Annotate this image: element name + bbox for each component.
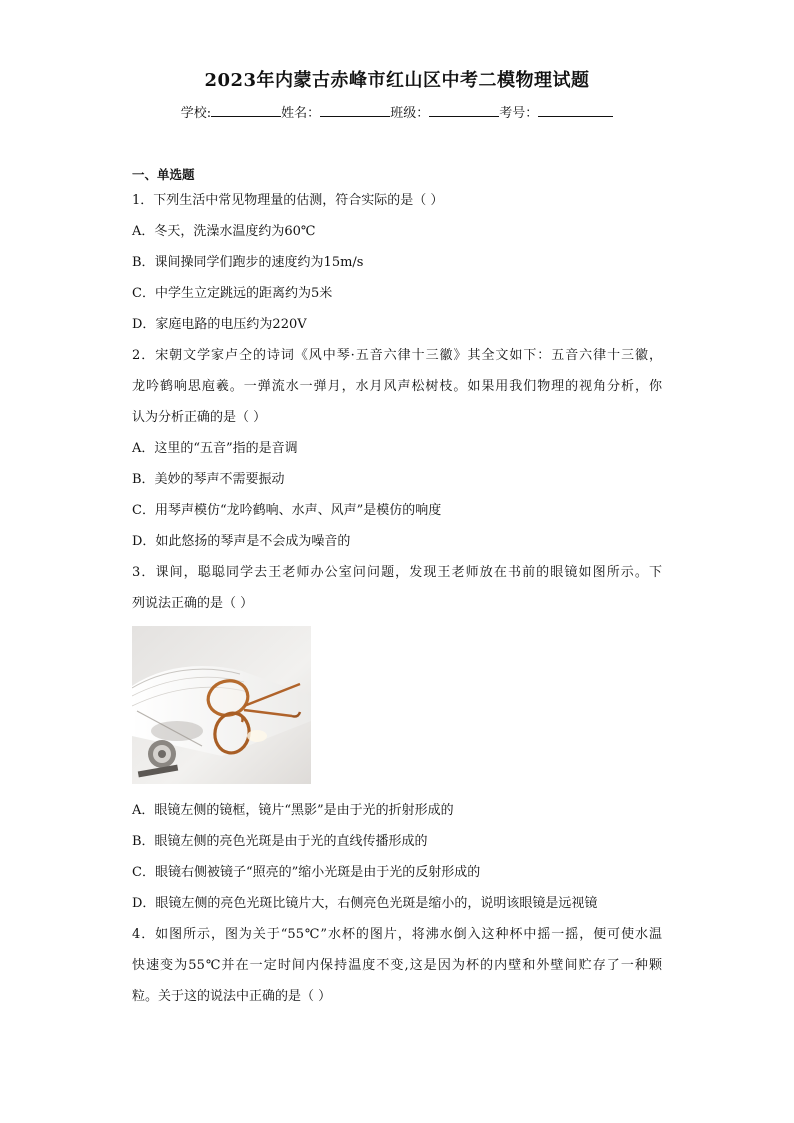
question-2-stem-line-3: 认为分析正确的是（ ）	[132, 410, 267, 425]
question-2-option-a: A．这里的“五音”指的是音调	[132, 441, 298, 456]
question-content	[132, 164, 662, 1017]
student-info-row	[0, 102, 794, 121]
exam-number-blank	[538, 104, 613, 117]
class-label: 班级：	[390, 106, 430, 121]
name-label: 姓名：	[281, 106, 321, 121]
section-heading: 一、单选题	[132, 167, 195, 182]
question-2-stem-line-1: 2．宋朝文学家卢仝的诗词《风中琴·五音六律十三徽》其全文如下：五音六律十三徽，	[132, 348, 662, 363]
exam-number-label: 考号：	[499, 106, 539, 121]
question-3-option-c: C．眼镜右侧被镜子“照亮的”缩小光斑是由于光的反射形成的	[132, 865, 481, 880]
question-2-option-d: D．如此悠扬的琴声是不会成为噪音的	[132, 534, 351, 549]
name-blank	[320, 104, 390, 117]
class-blank	[429, 104, 499, 117]
question-2-stem-line-2: 龙吟鹤响思庖羲。一弹流水一弹月，水月风声松树枝。如果用我们物理的视角分析，你	[132, 379, 662, 394]
glasses-on-book-photo	[132, 626, 311, 784]
question-2-option-c: C．用琴声模仿“龙吟鹤响、水声、风声”是模仿的响度	[132, 503, 442, 518]
question-1-option-a: A．冬天，洗澡水温度约为60℃	[132, 224, 316, 239]
question-4-stem-line-2: 快速变为55℃并在一定时间内保持温度不变,这是因为杯的内壁和外壁间贮存了一种颗	[132, 958, 662, 973]
question-1-option-c: C．中学生立定跳远的距离约为5米	[132, 286, 333, 301]
school-label: 学校:	[180, 106, 212, 121]
question-1-stem: 1．下列生活中常见物理量的估测，符合实际的是（ ）	[132, 193, 444, 208]
exam-title: 2023年内蒙古赤峰市红山区中考二模物理试题	[204, 70, 590, 91]
question-1-option-d: D．家庭电路的电压约为220V	[132, 317, 307, 332]
question-4-stem-line-3: 粒。关于这的说法中正确的是（ ）	[132, 989, 332, 1004]
question-3-option-d: D．眼镜左侧的亮色光斑比镜片大，右侧亮色光斑是缩小的，说明该眼镜是远视镜	[132, 896, 598, 911]
question-3-stem-line-2: 列说法正确的是（ ）	[132, 596, 254, 611]
question-3-option-b: B．眼镜左侧的亮色光斑是由于光的直线传播形成的	[132, 834, 428, 849]
question-2-option-b: B．美妙的琴声不需要振动	[132, 472, 285, 487]
question-1-option-b: B．课间操同学们跑步的速度约为15m/s	[132, 255, 364, 270]
school-blank	[211, 104, 281, 117]
question-3-stem-line-1: 3．课间，聪聪同学去王老师办公室问问题，发现王老师放在书前的眼镜如图所示。下	[132, 565, 662, 580]
question-4-stem-line-1: 4．如图所示，图为关于“55℃”水杯的图片，将沸水倒入这种杯中摇一摇，便可使水温	[132, 927, 662, 942]
question-3-option-a: A．眼镜左侧的镜框，镜片“黑影”是由于光的折射形成的	[132, 803, 454, 818]
